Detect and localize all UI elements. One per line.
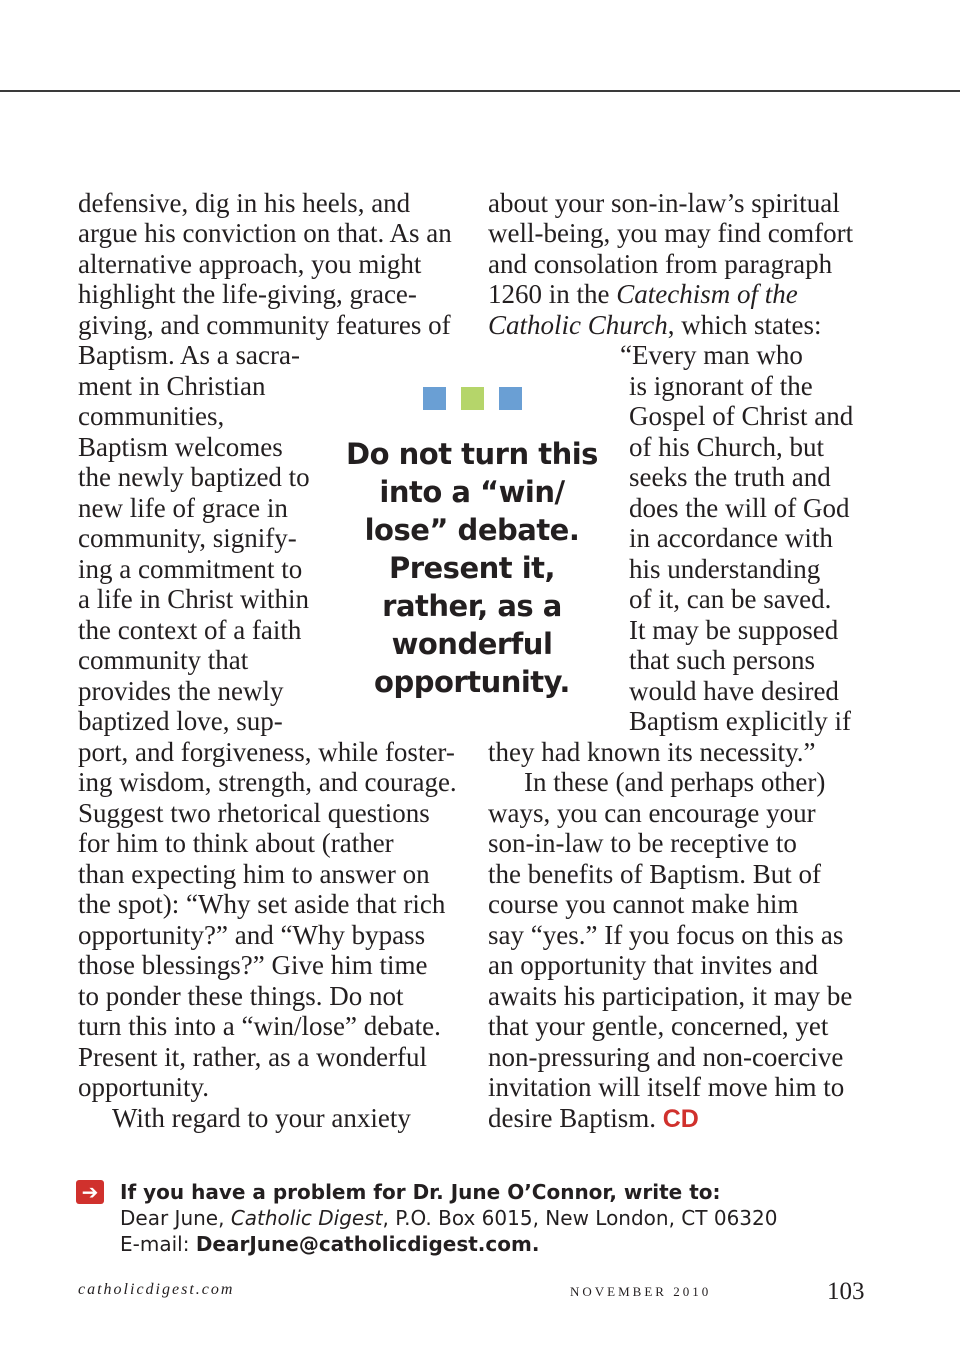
decorative-square	[499, 387, 522, 410]
text-line: Present it, rather, as a wonderful	[78, 1042, 428, 1072]
text-line: communities,	[78, 401, 225, 431]
text-line: opportunity?” and “Why bypass	[78, 920, 426, 950]
book-title: Catholic Church	[488, 310, 668, 340]
address-text: Dear June,	[120, 1206, 231, 1230]
text-line: community that	[78, 645, 249, 675]
footer-site: catholicdigest.com	[78, 1281, 235, 1298]
text-line: an opportunity that invites and	[488, 950, 818, 980]
pull-quote-text	[340, 435, 604, 701]
text-line: turn this into a “win/lose” debate.	[78, 1011, 441, 1041]
text-line: those blessings?” Give him time	[78, 950, 428, 980]
quote-line: It may be supposed	[629, 615, 839, 645]
text-line: ment in Christian	[78, 371, 266, 401]
page-number: 103	[827, 1278, 865, 1305]
pull-quote-line: rather, as a	[382, 589, 562, 623]
pull-quote-line: Do not turn this	[346, 437, 598, 471]
text-line	[488, 310, 821, 340]
quote-line: does the will of God	[629, 493, 850, 523]
arrow-right-icon: ➔	[76, 1180, 104, 1204]
decorative-square	[461, 387, 484, 410]
email-link[interactable]: DearJune@catholicdigest.com.	[195, 1232, 540, 1256]
text-line: In these (and perhaps other)	[524, 767, 826, 797]
text-line	[488, 279, 798, 309]
text-line: port, and forgiveness, while foster-	[78, 737, 455, 767]
quote-line: is ignorant of the	[629, 371, 813, 401]
quote-line: “Every man who	[620, 340, 803, 370]
header-rule	[0, 90, 960, 92]
quote-line: would have desired	[629, 676, 839, 706]
text-line: and consolation from paragraph	[488, 249, 833, 279]
text-run: desire Baptism.	[488, 1103, 663, 1133]
email-label: E-mail:	[120, 1232, 196, 1256]
text-line: they had known its necessity.”	[488, 737, 816, 767]
text-line: baptized love, sup-	[78, 706, 283, 736]
quote-line: in accordance with	[629, 523, 833, 553]
text-line: the newly baptized to	[78, 462, 310, 492]
text-line: the spot): “Why set aside that rich	[78, 889, 446, 919]
text-line: the context of a faith	[78, 615, 302, 645]
text-line: provides the newly	[78, 676, 284, 706]
pull-quote-line: opportunity.	[374, 665, 570, 699]
text-run: , which states:	[667, 310, 822, 340]
text-line: Suggest two rhetorical questions	[78, 798, 430, 828]
text-line: giving, and community features of	[78, 310, 451, 340]
quote-line: of his Church, but	[629, 432, 824, 462]
text-line: about your son-in-law’s spiritual	[488, 188, 840, 218]
text-line: ing a commitment to	[78, 554, 303, 584]
text-line: highlight the life-giving, grace-	[78, 279, 417, 309]
text-line: Baptism. As a sacra-	[78, 340, 300, 370]
footer-issue: NOVEMBER 2010	[570, 1284, 712, 1299]
pull-quote-line: Present it,	[388, 551, 556, 585]
contact-email	[120, 1231, 539, 1257]
text-line: non-pressuring and non-coercive	[488, 1042, 844, 1072]
pull-quote-line: wonderful	[391, 627, 553, 661]
text-line: the benefits of Baptism. But of	[488, 859, 821, 889]
text-line: that your gentle, concerned, yet	[488, 1011, 829, 1041]
text-line: course you cannot make him	[488, 889, 799, 919]
text-line: awaits his participation, it may be	[488, 981, 853, 1011]
pull-quote-line: lose” debate.	[364, 513, 580, 547]
text-line: say “yes.” If you focus on this as	[488, 920, 844, 950]
text-line: Baptism welcomes	[78, 432, 283, 462]
text-line: alternative approach, you might	[78, 249, 422, 279]
quote-line: Gospel of Christ and	[629, 401, 854, 431]
text-line: ways, you can encourage your	[488, 798, 816, 828]
magazine-name: Catholic Digest	[230, 1206, 383, 1230]
quote-line: his understanding	[629, 554, 821, 584]
text-line: defensive, dig in his heels, and	[78, 188, 411, 218]
text-line: for him to think about (rather	[78, 828, 394, 858]
text-line: son-in-law to be receptive to	[488, 828, 797, 858]
decorative-square	[423, 387, 446, 410]
quote-line: Baptism explicitly if	[629, 706, 851, 736]
contact-heading: If you have a problem for Dr. June O’Connor, write to:	[120, 1180, 721, 1204]
contact-address	[120, 1205, 777, 1231]
text-line: ing wisdom, strength, and courage.	[78, 767, 457, 797]
quote-line: of it, can be saved.	[629, 584, 832, 614]
text-line: than expecting him to answer on	[78, 859, 430, 889]
text-line: well-being, you may find comfort	[488, 218, 854, 248]
text-line: community, signify-	[78, 523, 297, 553]
address-text: , P.O. Box 6015, New London, CT 06320	[382, 1206, 778, 1230]
text-line: new life of grace in	[78, 493, 288, 523]
pull-quote-line: into a “win/	[379, 475, 565, 509]
text-line: invitation will itself move him to	[488, 1072, 845, 1102]
quote-line: seeks the truth and	[629, 462, 831, 492]
text-line: to ponder these things. Do not	[78, 981, 404, 1011]
text-line: argue his conviction on that. As an	[78, 218, 452, 248]
quote-line: that such persons	[629, 645, 815, 675]
book-title: Catechism of the	[616, 279, 798, 309]
text-line: a life in Christ within	[78, 584, 309, 614]
text-line	[488, 1103, 699, 1134]
text-run: 1260 in the	[488, 279, 617, 309]
text-line: With regard to your anxiety	[112, 1103, 411, 1133]
end-mark: CD	[662, 1105, 699, 1133]
text-line: opportunity.	[78, 1072, 209, 1102]
